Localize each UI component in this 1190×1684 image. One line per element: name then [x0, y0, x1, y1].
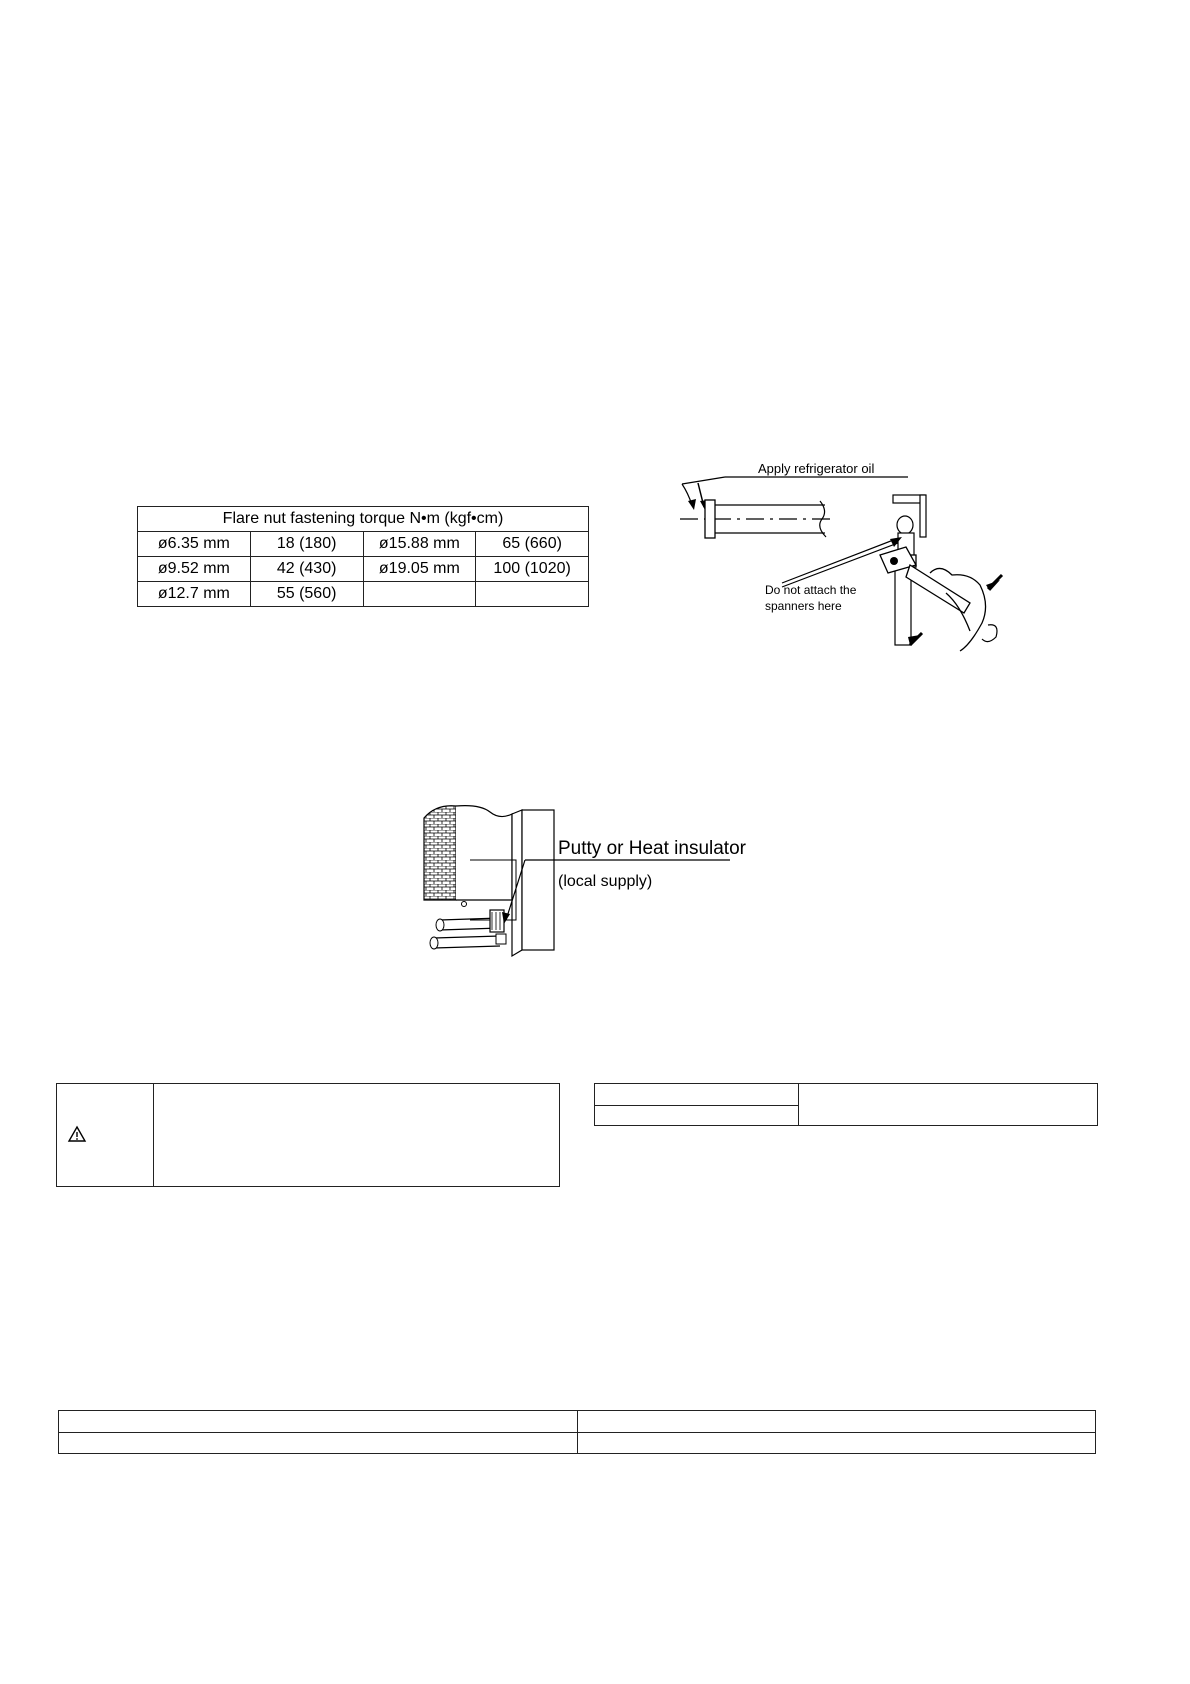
spanner-warning-label-line2: spanners here — [765, 599, 842, 613]
table-cell: ø6.35 mm — [138, 532, 251, 557]
table-cell: 65 (660) — [476, 532, 589, 557]
warning-box-divider — [153, 1084, 154, 1186]
torque-table — [137, 506, 589, 607]
table-divider — [59, 1432, 1095, 1433]
table-divider — [595, 1105, 798, 1106]
table-cell: ø9.52 mm — [138, 557, 251, 582]
wall-insulator-illustration — [420, 800, 750, 970]
empty-table-wide — [58, 1410, 1096, 1454]
torque-table-title: Flare nut fastening torque N•m (kgf•cm) — [138, 507, 589, 532]
table-row — [138, 532, 589, 557]
table-cell — [476, 582, 589, 607]
warning-triangle-icon — [68, 1126, 86, 1142]
torque-table-header-row — [138, 507, 589, 532]
table-cell: ø15.88 mm — [363, 532, 476, 557]
flare-nut-illustration — [670, 455, 1030, 655]
table-cell: 100 (1020) — [476, 557, 589, 582]
table-row — [138, 582, 589, 607]
flare-oil-label: Apply refrigerator oil — [758, 461, 875, 476]
spanner-warning-label-line1: Do not attach the — [765, 583, 857, 597]
table-cell: ø19.05 mm — [363, 557, 476, 582]
empty-table-small — [594, 1083, 1098, 1126]
table-cell — [363, 582, 476, 607]
table-cell: 55 (560) — [250, 582, 363, 607]
insulator-sublabel: (local supply) — [558, 873, 653, 890]
insulator-label: Putty or Heat insulator — [558, 838, 746, 859]
table-divider — [798, 1084, 799, 1125]
table-cell: ø12.7 mm — [138, 582, 251, 607]
table-cell: 42 (430) — [250, 557, 363, 582]
table-row — [138, 557, 589, 582]
warning-box — [56, 1083, 560, 1187]
table-cell: 18 (180) — [250, 532, 363, 557]
